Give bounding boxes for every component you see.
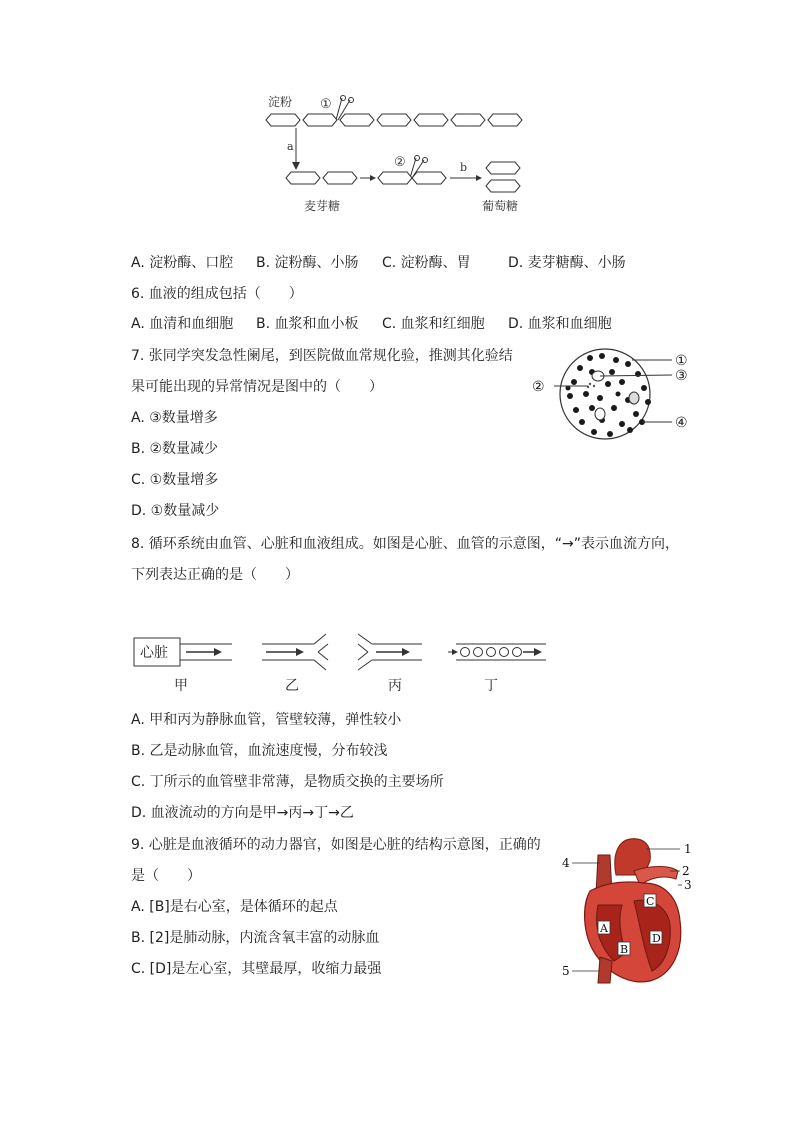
blood-smear-figure — [530, 346, 700, 446]
smear-label-2: ② — [532, 379, 545, 395]
q9-option-c[interactable]: C. [D]是左心室，其壁最厚，收缩力最强 — [131, 961, 382, 977]
heart-letter-d: D — [652, 932, 661, 945]
vessel-label-jia: 甲 — [174, 678, 188, 694]
vessel-label-ding: 丁 — [484, 678, 498, 694]
q7-option-a[interactable]: A. ③数量增多 — [131, 410, 218, 426]
q9-option-b[interactable]: B. [2]是肺动脉，内流含氧丰富的动脉血 — [131, 930, 380, 946]
glucose-units — [486, 162, 520, 192]
blood-vessel-figure — [130, 630, 560, 696]
q8-option-d[interactable]: D. 血液流动的方向是甲→丙→丁→乙 — [131, 805, 354, 821]
heart-structure-figure — [560, 835, 700, 987]
q6-stem: 6. 血液的组成包括（ ） — [131, 286, 303, 302]
q9-option-a[interactable]: A. [B]是右心室，是体循环的起点 — [131, 899, 338, 915]
vessel-label-yi: 乙 — [285, 678, 299, 694]
heart-number-4: 4 — [562, 856, 570, 870]
starch-chain — [266, 114, 522, 126]
q8-stem-line1: 8. 循环系统由血管、心脏和血液组成。如图是心脏、血管的示意图，“→”表示血流方向， — [131, 536, 680, 552]
q5-option-c[interactable]: C. 淀粉酶、胃 — [382, 255, 471, 271]
marker-1: ① — [320, 97, 332, 112]
heart-number-1: 1 — [684, 842, 692, 856]
q7-stem-line1: 7. 张同学突发急性阑尾，到医院做血常规化验，推测其化验结 — [131, 348, 513, 364]
q6-option-c[interactable]: C. 血浆和红细胞 — [382, 316, 485, 332]
q7-option-b[interactable]: B. ②数量减少 — [131, 441, 219, 457]
q8-option-a[interactable]: A. 甲和丙为静脉血管，管壁较薄，弹性较小 — [131, 712, 402, 728]
q7-option-d[interactable]: D. ①数量减少 — [131, 503, 220, 519]
maltose-pair — [286, 172, 357, 184]
q5-option-a[interactable]: A. 淀粉酶、口腔 — [131, 255, 234, 271]
heart-number-3: 3 — [684, 878, 692, 892]
heart-number-5: 5 — [562, 964, 570, 978]
glucose-label: 葡萄糖 — [482, 199, 519, 213]
q9-stem-line2: 是（ ） — [131, 868, 201, 884]
arrow-a-label: a — [287, 140, 294, 153]
q6-option-a[interactable]: A. 血清和血细胞 — [131, 316, 234, 332]
marker-2: ② — [394, 155, 406, 170]
heart-letter-a: A — [600, 922, 608, 935]
arrow-b-label: b — [460, 161, 468, 174]
smear-label-3: ③ — [675, 368, 688, 384]
heart-box-label: 心脏 — [140, 645, 168, 661]
starch-digestion-figure — [262, 92, 542, 217]
maltose-label: 麦芽糖 — [304, 199, 341, 213]
starch-label: 淀粉 — [268, 95, 293, 109]
q9-stem-line1: 9. 心脏是血液循环的动力器官，如图是心脏的结构示意图，正确的 — [131, 837, 541, 853]
q8-option-c[interactable]: C. 丁所示的血管壁非常薄，是物质交换的主要场所 — [131, 774, 444, 790]
q8-stem-line2: 下列表达正确的是（ ） — [131, 567, 299, 583]
q7-stem-line2: 果可能出现的异常情况是图中的（ ） — [131, 379, 383, 395]
q6-option-d[interactable]: D. 血浆和血细胞 — [508, 316, 612, 332]
smear-label-1: ① — [675, 353, 688, 369]
heart-letter-b: B — [620, 943, 629, 956]
capillary-cells — [461, 648, 522, 657]
heart-letter-c: C — [646, 895, 655, 908]
smear-label-4: ④ — [675, 415, 688, 431]
q8-option-b[interactable]: B. 乙是动脉血管，血流速度慢，分布较浅 — [131, 743, 388, 759]
heart-number-2: 2 — [682, 864, 690, 878]
q5-option-b[interactable]: B. 淀粉酶、小肠 — [256, 255, 359, 271]
maltose-pair — [378, 172, 446, 184]
vessel-label-bing: 丙 — [388, 678, 402, 694]
q7-option-c[interactable]: C. ①数量增多 — [131, 472, 219, 488]
q5-option-d[interactable]: D. 麦芽糖酶、小肠 — [508, 255, 626, 271]
q6-option-b[interactable]: B. 血浆和血小板 — [256, 316, 359, 332]
